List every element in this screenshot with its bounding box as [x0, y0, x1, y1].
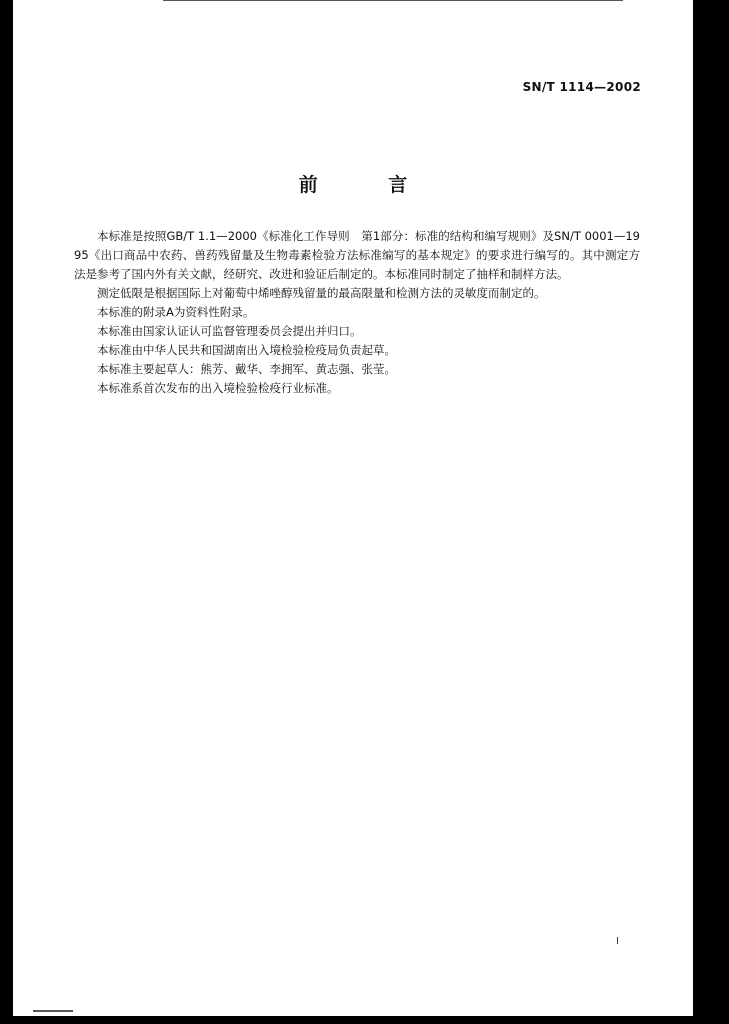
document-page	[13, 0, 693, 1016]
page-title: 前 言	[298, 174, 440, 196]
foreword-body	[74, 227, 640, 398]
document-code: SN/T 1114—2002	[522, 80, 641, 94]
paragraph: 本标准的附录A为资料性附录。	[97, 305, 255, 319]
paragraph: 本标准由国家认证认可监督管理委员会提出并归口。	[97, 324, 362, 338]
page-number: I	[616, 936, 619, 947]
paragraph: 本标准由中华人民共和国湖南出入境检验检疫局负责起草。	[97, 343, 396, 357]
paragraph: 本标准是按照GB/T 1.1—2000《标准化工作导则 第1部分：标准的结构和编写规则》及SN/T 0001—1995《出口商品中农药、兽药残留量及生物毒素检验方法标准编写的基本规定》的要求进行编写的。其中测定方法是参考了国内外有关文献，经研究、改进和验证后制定的。本标准同时制定了抽样和制样方法。	[74, 229, 640, 281]
paragraph: 测定低限是根据国际上对葡萄中烯唑醇残留量的最高限量和检测方法的灵敏度而制定的。	[97, 286, 546, 300]
scan-mark	[33, 1010, 73, 1012]
top-rule	[163, 0, 623, 1]
paragraph: 本标准系首次发布的出入境检验检疫行业标准。	[97, 381, 339, 395]
paragraph: 本标准主要起草人：熊芳、戴华、李拥军、黄志强、张莹。	[97, 362, 396, 376]
